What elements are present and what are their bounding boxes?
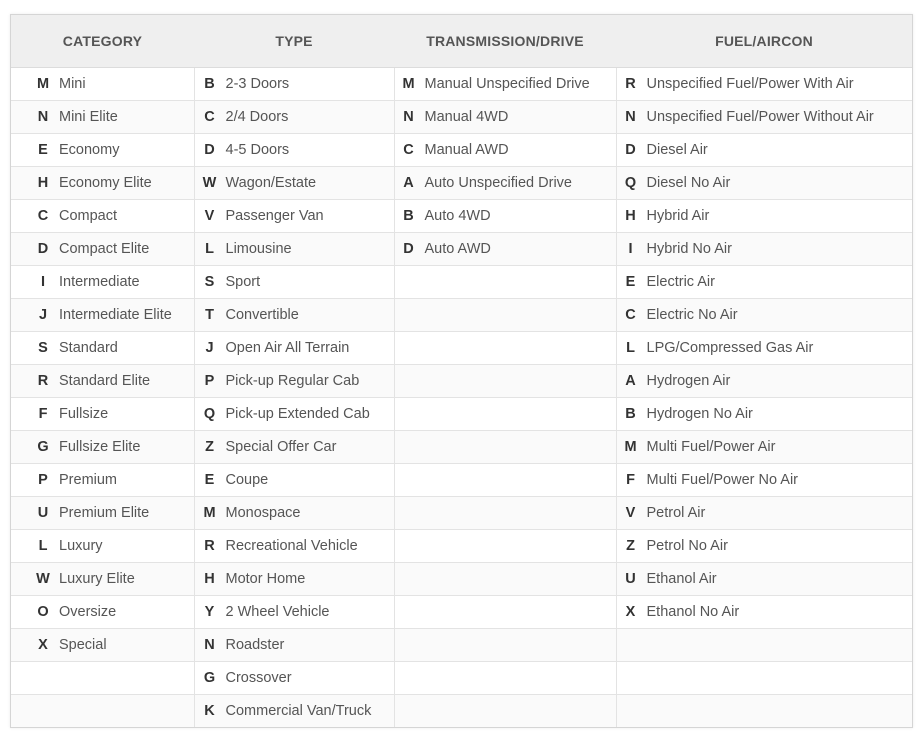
type-code: L bbox=[205, 241, 214, 257]
type-label: Convertible bbox=[225, 307, 299, 323]
transmission-label: Manual AWD bbox=[424, 142, 509, 158]
table-row bbox=[11, 398, 912, 431]
category-label: Economy bbox=[59, 142, 120, 158]
type-code: D bbox=[204, 142, 215, 158]
type-cell bbox=[194, 332, 394, 365]
type-cell bbox=[194, 530, 394, 563]
type-code: Y bbox=[204, 604, 215, 620]
transmission-cell bbox=[394, 68, 616, 101]
type-code: W bbox=[202, 175, 217, 191]
category-cell bbox=[11, 596, 194, 629]
type-code: G bbox=[203, 670, 216, 686]
fuel-label: LPG/Compressed Gas Air bbox=[646, 340, 814, 356]
type-label: 2-3 Doors bbox=[225, 76, 290, 92]
category-entry bbox=[11, 472, 194, 488]
category-code: M bbox=[36, 76, 50, 92]
category-cell bbox=[11, 662, 194, 695]
fuel-code: B bbox=[625, 406, 636, 422]
fuel-cell bbox=[616, 563, 912, 596]
fuel-entry bbox=[617, 505, 913, 521]
fuel-code: L bbox=[626, 340, 635, 356]
transmission-cell bbox=[394, 332, 616, 365]
table-row bbox=[11, 68, 912, 101]
type-cell bbox=[194, 233, 394, 266]
type-entry bbox=[195, 406, 394, 422]
category-entry bbox=[11, 439, 194, 455]
type-cell bbox=[194, 695, 394, 728]
category-code: P bbox=[38, 472, 48, 488]
fuel-entry bbox=[617, 274, 913, 290]
category-entry bbox=[11, 175, 194, 191]
table-row bbox=[11, 233, 912, 266]
category-code: J bbox=[38, 307, 48, 323]
category-label: Intermediate bbox=[59, 274, 140, 290]
fuel-cell bbox=[616, 662, 912, 695]
category-entry bbox=[11, 373, 194, 389]
category-code: D bbox=[37, 241, 49, 257]
type-entry bbox=[195, 307, 394, 323]
transmission-label: Manual Unspecified Drive bbox=[424, 76, 590, 92]
fuel-label: Hydrogen Air bbox=[646, 373, 731, 389]
fuel-code: X bbox=[625, 604, 636, 620]
category-code: W bbox=[36, 571, 50, 587]
fuel-cell bbox=[616, 431, 912, 464]
fuel-cell bbox=[616, 530, 912, 563]
type-entry bbox=[195, 538, 394, 554]
type-cell bbox=[194, 398, 394, 431]
table-row bbox=[11, 134, 912, 167]
type-label: Pick-up Extended Cab bbox=[225, 406, 370, 422]
category-code: U bbox=[37, 505, 49, 521]
fuel-label: Electric No Air bbox=[646, 307, 738, 323]
fuel-entry bbox=[617, 307, 913, 323]
type-cell bbox=[194, 365, 394, 398]
type-entry bbox=[195, 637, 394, 653]
category-cell bbox=[11, 695, 194, 728]
fuel-entry bbox=[617, 439, 913, 455]
category-label: Premium Elite bbox=[59, 505, 150, 521]
fuel-label: Petrol No Air bbox=[646, 538, 728, 554]
category-entry bbox=[11, 274, 194, 290]
fuel-label: Hybrid No Air bbox=[646, 241, 732, 257]
category-label: Mini bbox=[59, 76, 86, 92]
type-label: Commercial Van/Truck bbox=[225, 703, 372, 719]
fuel-label: Diesel Air bbox=[646, 142, 708, 158]
vehicle-code-table-container bbox=[10, 14, 913, 728]
fuel-entry bbox=[617, 571, 913, 587]
fuel-cell bbox=[616, 233, 912, 266]
transmission-label: Auto Unspecified Drive bbox=[424, 175, 572, 191]
type-code: H bbox=[204, 571, 215, 587]
category-cell bbox=[11, 365, 194, 398]
category-cell bbox=[11, 398, 194, 431]
type-cell bbox=[194, 431, 394, 464]
type-entry bbox=[195, 505, 394, 521]
type-code: C bbox=[204, 109, 215, 125]
fuel-code: R bbox=[625, 76, 636, 92]
fuel-entry bbox=[617, 175, 913, 191]
type-cell bbox=[194, 497, 394, 530]
fuel-entry bbox=[617, 76, 913, 92]
type-code: T bbox=[205, 307, 214, 323]
type-code: Z bbox=[205, 439, 214, 455]
transmission-label: Auto 4WD bbox=[424, 208, 491, 224]
type-entry bbox=[195, 274, 394, 290]
category-label: Luxury bbox=[59, 538, 103, 554]
fuel-code: I bbox=[628, 241, 633, 257]
type-entry bbox=[195, 241, 394, 257]
table-row bbox=[11, 464, 912, 497]
table-row bbox=[11, 530, 912, 563]
type-cell bbox=[194, 662, 394, 695]
fuel-code: V bbox=[625, 505, 636, 521]
type-code: N bbox=[204, 637, 215, 653]
category-entry bbox=[11, 340, 194, 356]
fuel-label: Unspecified Fuel/Power Without Air bbox=[646, 109, 874, 125]
category-code: I bbox=[40, 274, 46, 290]
category-cell bbox=[11, 134, 194, 167]
table-row bbox=[11, 200, 912, 233]
table-header bbox=[11, 15, 912, 68]
type-label: Recreational Vehicle bbox=[225, 538, 358, 554]
type-cell bbox=[194, 464, 394, 497]
transmission-entry bbox=[395, 175, 616, 191]
transmission-code: B bbox=[403, 208, 414, 224]
category-label: Economy Elite bbox=[59, 175, 152, 191]
fuel-code: D bbox=[625, 142, 636, 158]
fuel-entry bbox=[617, 406, 913, 422]
category-cell bbox=[11, 266, 194, 299]
category-entry bbox=[11, 241, 194, 257]
fuel-entry bbox=[617, 538, 913, 554]
category-entry bbox=[11, 505, 194, 521]
fuel-entry bbox=[617, 142, 913, 158]
transmission-code: C bbox=[403, 142, 414, 158]
category-entry bbox=[11, 208, 194, 224]
transmission-entry bbox=[395, 208, 616, 224]
transmission-cell bbox=[394, 233, 616, 266]
fuel-entry bbox=[617, 604, 913, 620]
category-entry bbox=[11, 76, 194, 92]
category-cell bbox=[11, 497, 194, 530]
transmission-cell bbox=[394, 629, 616, 662]
fuel-code: F bbox=[626, 472, 635, 488]
transmission-cell bbox=[394, 266, 616, 299]
type-label: Special Offer Car bbox=[225, 439, 337, 455]
table-row bbox=[11, 596, 912, 629]
category-label: Fullsize Elite bbox=[59, 439, 141, 455]
category-entry bbox=[11, 142, 194, 158]
fuel-cell bbox=[616, 299, 912, 332]
type-cell bbox=[194, 101, 394, 134]
category-label: Standard bbox=[59, 340, 118, 356]
type-cell bbox=[194, 596, 394, 629]
fuel-label: Petrol Air bbox=[646, 505, 706, 521]
header-fuel: FUEL/AIRCON bbox=[616, 15, 912, 68]
fuel-code: U bbox=[625, 571, 636, 587]
type-entry bbox=[195, 472, 394, 488]
category-code: E bbox=[38, 142, 48, 158]
category-cell bbox=[11, 431, 194, 464]
fuel-label: Electric Air bbox=[646, 274, 715, 290]
transmission-cell bbox=[394, 299, 616, 332]
type-entry bbox=[195, 571, 394, 587]
category-code: N bbox=[37, 109, 49, 125]
category-code: F bbox=[38, 406, 48, 422]
transmission-cell bbox=[394, 101, 616, 134]
transmission-cell bbox=[394, 662, 616, 695]
type-label: Sport bbox=[225, 274, 261, 290]
type-cell bbox=[194, 629, 394, 662]
type-entry bbox=[195, 604, 394, 620]
table-row bbox=[11, 332, 912, 365]
fuel-label: Hybrid Air bbox=[646, 208, 710, 224]
category-entry bbox=[11, 109, 194, 125]
category-code: L bbox=[38, 538, 48, 554]
fuel-entry bbox=[617, 373, 913, 389]
type-entry bbox=[195, 703, 394, 719]
fuel-label: Ethanol Air bbox=[646, 571, 717, 587]
category-cell bbox=[11, 563, 194, 596]
transmission-cell bbox=[394, 563, 616, 596]
fuel-cell bbox=[616, 497, 912, 530]
category-entry bbox=[11, 571, 194, 587]
fuel-cell bbox=[616, 464, 912, 497]
table-row bbox=[11, 629, 912, 662]
table-row bbox=[11, 365, 912, 398]
category-entry bbox=[11, 604, 194, 620]
transmission-cell bbox=[394, 167, 616, 200]
type-label: Pick-up Regular Cab bbox=[225, 373, 360, 389]
header-category: CATEGORY bbox=[11, 15, 194, 68]
fuel-entry bbox=[617, 472, 913, 488]
type-label: Wagon/Estate bbox=[225, 175, 317, 191]
transmission-entry bbox=[395, 109, 616, 125]
transmission-cell bbox=[394, 431, 616, 464]
transmission-code: M bbox=[402, 76, 415, 92]
category-cell bbox=[11, 200, 194, 233]
fuel-entry bbox=[617, 109, 913, 125]
fuel-cell bbox=[616, 200, 912, 233]
type-label: Monospace bbox=[225, 505, 301, 521]
transmission-cell bbox=[394, 464, 616, 497]
transmission-cell bbox=[394, 200, 616, 233]
category-cell bbox=[11, 167, 194, 200]
category-cell bbox=[11, 101, 194, 134]
header-transmission: TRANSMISSION/DRIVE bbox=[394, 15, 616, 68]
table-row bbox=[11, 695, 912, 728]
fuel-entry bbox=[617, 340, 913, 356]
fuel-entry bbox=[617, 241, 913, 257]
fuel-code: Z bbox=[626, 538, 635, 554]
type-entry bbox=[195, 208, 394, 224]
fuel-code: H bbox=[625, 208, 636, 224]
category-entry bbox=[11, 307, 194, 323]
fuel-entry bbox=[617, 208, 913, 224]
fuel-cell bbox=[616, 365, 912, 398]
category-label: Oversize bbox=[59, 604, 117, 620]
table-row bbox=[11, 497, 912, 530]
category-code: X bbox=[38, 637, 48, 653]
type-code: R bbox=[204, 538, 215, 554]
category-code: C bbox=[37, 208, 49, 224]
type-code: P bbox=[204, 373, 215, 389]
transmission-entry bbox=[395, 142, 616, 158]
type-cell bbox=[194, 68, 394, 101]
type-code: J bbox=[205, 340, 214, 356]
transmission-cell bbox=[394, 530, 616, 563]
category-label: Compact bbox=[59, 208, 118, 224]
type-cell bbox=[194, 167, 394, 200]
category-cell bbox=[11, 332, 194, 365]
category-entry bbox=[11, 406, 194, 422]
fuel-code: A bbox=[625, 373, 636, 389]
table-row bbox=[11, 299, 912, 332]
category-label: Intermediate Elite bbox=[59, 307, 172, 323]
category-cell bbox=[11, 68, 194, 101]
fuel-cell bbox=[616, 332, 912, 365]
category-cell bbox=[11, 233, 194, 266]
fuel-code: N bbox=[625, 109, 636, 125]
type-code: V bbox=[204, 208, 215, 224]
header-row bbox=[11, 15, 912, 68]
transmission-cell bbox=[394, 365, 616, 398]
table-row bbox=[11, 101, 912, 134]
type-entry bbox=[195, 175, 394, 191]
fuel-label: Hydrogen No Air bbox=[646, 406, 753, 422]
category-code: S bbox=[38, 340, 48, 356]
fuel-cell bbox=[616, 398, 912, 431]
category-label: Mini Elite bbox=[59, 109, 118, 125]
type-entry bbox=[195, 670, 394, 686]
table-row bbox=[11, 563, 912, 596]
fuel-cell bbox=[616, 134, 912, 167]
fuel-label: Diesel No Air bbox=[646, 175, 731, 191]
fuel-cell bbox=[616, 101, 912, 134]
fuel-cell bbox=[616, 695, 912, 728]
category-label: Standard Elite bbox=[59, 373, 151, 389]
header-type: TYPE bbox=[194, 15, 394, 68]
transmission-entry bbox=[395, 76, 616, 92]
category-label: Luxury Elite bbox=[59, 571, 135, 587]
type-code: Q bbox=[203, 406, 216, 422]
category-code: H bbox=[37, 175, 49, 191]
fuel-label: Multi Fuel/Power Air bbox=[646, 439, 776, 455]
fuel-code: M bbox=[624, 439, 637, 455]
fuel-cell bbox=[616, 68, 912, 101]
category-code: G bbox=[37, 439, 49, 455]
category-label: Premium bbox=[59, 472, 118, 488]
table-row bbox=[11, 266, 912, 299]
table-row bbox=[11, 167, 912, 200]
category-label: Special bbox=[59, 637, 107, 653]
transmission-cell bbox=[394, 596, 616, 629]
transmission-cell bbox=[394, 695, 616, 728]
type-label: Motor Home bbox=[225, 571, 306, 587]
category-code: R bbox=[37, 373, 49, 389]
fuel-code: E bbox=[625, 274, 636, 290]
type-code: E bbox=[204, 472, 215, 488]
fuel-code: Q bbox=[624, 175, 637, 191]
type-entry bbox=[195, 142, 394, 158]
type-label: Coupe bbox=[225, 472, 269, 488]
transmission-cell bbox=[394, 497, 616, 530]
type-label: Limousine bbox=[225, 241, 292, 257]
type-code: M bbox=[203, 505, 216, 521]
type-cell bbox=[194, 200, 394, 233]
transmission-code: D bbox=[403, 241, 414, 257]
fuel-cell bbox=[616, 167, 912, 200]
table-body bbox=[11, 68, 912, 728]
fuel-cell bbox=[616, 629, 912, 662]
type-entry bbox=[195, 76, 394, 92]
transmission-entry bbox=[395, 241, 616, 257]
transmission-code: N bbox=[403, 109, 414, 125]
transmission-cell bbox=[394, 134, 616, 167]
transmission-cell bbox=[394, 398, 616, 431]
type-cell bbox=[194, 299, 394, 332]
vehicle-code-table bbox=[11, 15, 912, 727]
category-entry bbox=[11, 538, 194, 554]
type-entry bbox=[195, 373, 394, 389]
fuel-code: C bbox=[625, 307, 636, 323]
table-row bbox=[11, 431, 912, 464]
category-entry bbox=[11, 637, 194, 653]
category-label: Fullsize bbox=[59, 406, 109, 422]
category-cell bbox=[11, 629, 194, 662]
type-entry bbox=[195, 340, 394, 356]
type-label: Passenger Van bbox=[225, 208, 324, 224]
type-label: 4-5 Doors bbox=[225, 142, 290, 158]
type-label: Open Air All Terrain bbox=[225, 340, 350, 356]
category-cell bbox=[11, 464, 194, 497]
fuel-label: Unspecified Fuel/Power With Air bbox=[646, 76, 854, 92]
fuel-cell bbox=[616, 596, 912, 629]
fuel-label: Multi Fuel/Power No Air bbox=[646, 472, 798, 488]
type-cell bbox=[194, 266, 394, 299]
category-label: Compact Elite bbox=[59, 241, 150, 257]
type-entry bbox=[195, 439, 394, 455]
category-cell bbox=[11, 530, 194, 563]
transmission-code: A bbox=[403, 175, 414, 191]
type-label: 2/4 Doors bbox=[225, 109, 289, 125]
category-cell bbox=[11, 299, 194, 332]
type-label: Crossover bbox=[225, 670, 292, 686]
category-code: O bbox=[37, 604, 49, 620]
type-code: S bbox=[204, 274, 215, 290]
type-label: Roadster bbox=[225, 637, 285, 653]
type-cell bbox=[194, 563, 394, 596]
fuel-cell bbox=[616, 266, 912, 299]
transmission-label: Manual 4WD bbox=[424, 109, 509, 125]
fuel-label: Ethanol No Air bbox=[646, 604, 740, 620]
transmission-label: Auto AWD bbox=[424, 241, 491, 257]
type-cell bbox=[194, 134, 394, 167]
type-code: K bbox=[204, 703, 215, 719]
type-code: B bbox=[204, 76, 215, 92]
table-row bbox=[11, 662, 912, 695]
type-entry bbox=[195, 109, 394, 125]
type-label: 2 Wheel Vehicle bbox=[225, 604, 330, 620]
